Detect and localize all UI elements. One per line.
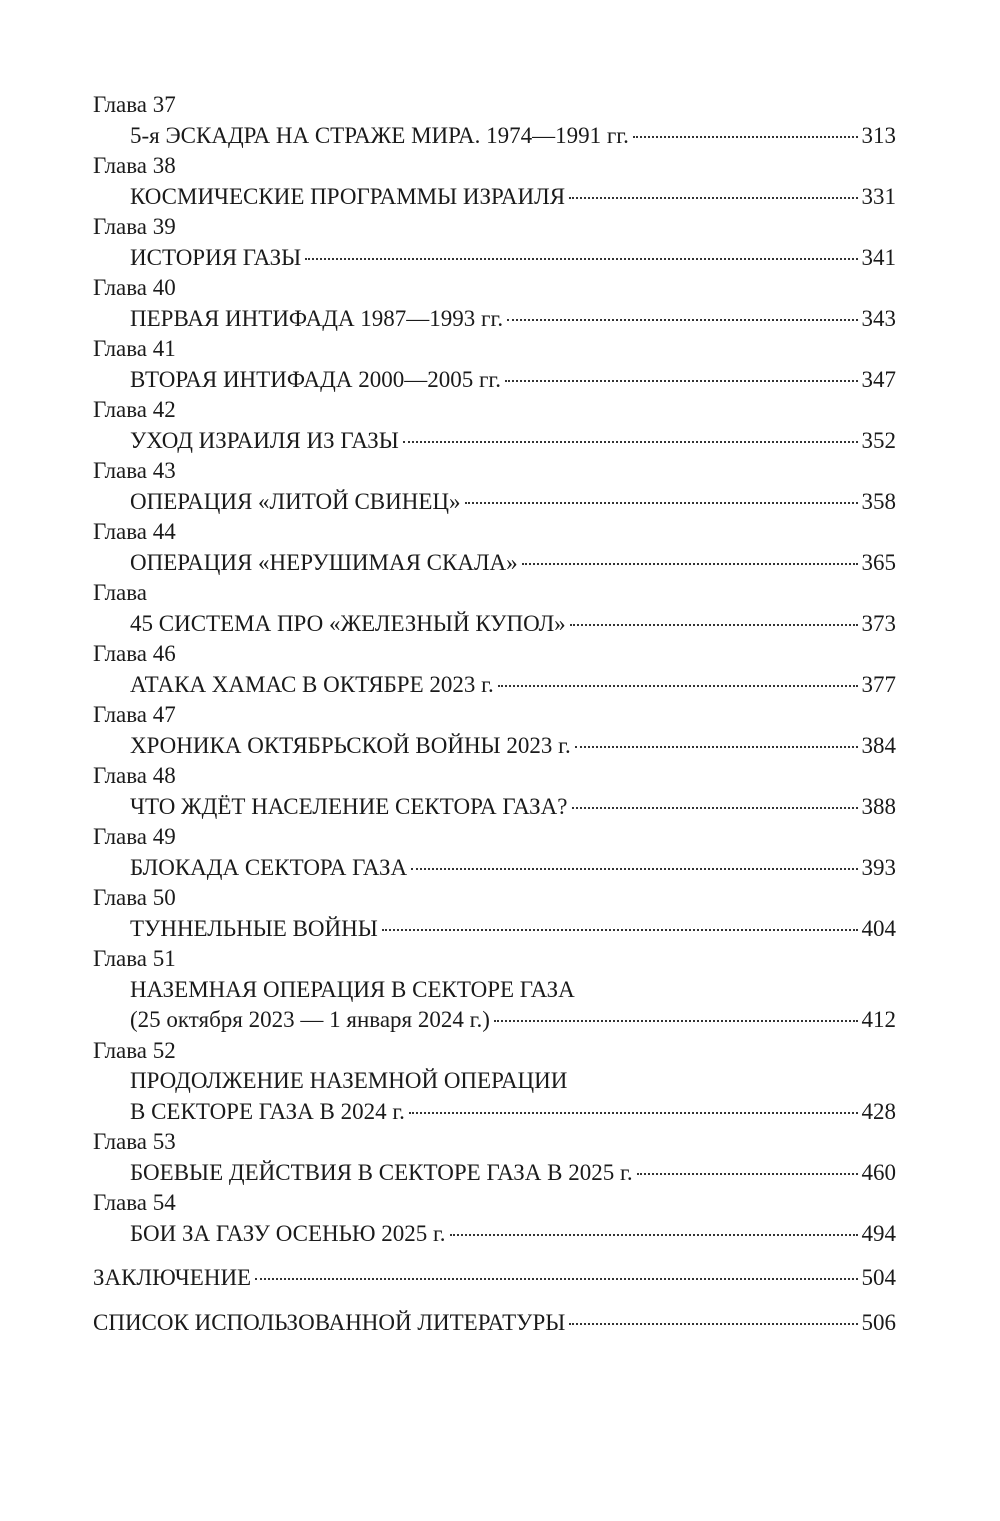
entry-title: ТУННЕЛЬНЫЕ ВОЙНЫ — [130, 915, 378, 941]
toc-entry-ch38 — [93, 151, 896, 212]
chapter-label: Глава 51 — [93, 946, 176, 971]
toc-entry-ch45 — [93, 578, 896, 639]
spacer — [93, 1294, 896, 1308]
chapter-label: Глава 49 — [93, 824, 176, 849]
dot-leader — [382, 929, 858, 931]
chapter-label: Глава 42 — [93, 397, 176, 422]
toc-entry — [93, 914, 896, 945]
chapter-label: Глава 37 — [93, 92, 176, 117]
toc-entry-ch39 — [93, 212, 896, 273]
page-number: 384 — [861, 732, 896, 758]
toc-entry-ch42 — [93, 395, 896, 456]
chapter-label: Глава 52 — [93, 1037, 176, 1063]
chapter-label: Глава — [93, 580, 148, 605]
page-number: 352 — [861, 427, 896, 453]
entry-title: ВТОРАЯ ИНТИФАДА 2000—2005 гг. — [130, 366, 501, 392]
entry-title: ИСТОРИЯ ГАЗЫ — [130, 244, 302, 270]
dot-leader — [572, 807, 858, 809]
toc-entry — [93, 853, 896, 884]
chapter-label: Глава 38 — [93, 153, 176, 178]
dot-leader — [569, 1323, 857, 1325]
toc-entry — [93, 1219, 896, 1250]
toc-entry-ch50 — [93, 883, 896, 944]
dot-leader — [450, 1234, 858, 1236]
toc-entry-ch47 — [93, 700, 896, 761]
page-number: 347 — [861, 366, 896, 392]
toc-entry — [93, 1158, 896, 1189]
page-number: 506 — [861, 1309, 896, 1335]
entry-title: В СЕКТОРЕ ГАЗА В 2024 г. — [130, 1098, 405, 1124]
entry-title: (25 октября 2023 — 1 января 2024 г.) — [130, 1007, 490, 1032]
toc-entry-ch46 — [93, 639, 896, 700]
table-of-contents — [93, 90, 896, 1338]
page-number: 341 — [861, 244, 896, 270]
toc-entry-ch41 — [93, 334, 896, 395]
dot-leader — [505, 380, 858, 382]
toc-entry-ch37 — [93, 90, 896, 151]
page-number: 343 — [861, 305, 896, 331]
entry-title: БОИ ЗА ГАЗУ ОСЕНЬЮ 2025 г. — [130, 1220, 446, 1246]
toc-entry — [93, 609, 896, 640]
entry-title: КОСМИЧЕСКИЕ ПРОГРАММЫ ИЗРАИЛЯ — [130, 183, 566, 209]
page-number: 388 — [861, 793, 896, 819]
page-number: 358 — [861, 488, 896, 514]
toc-entry — [93, 243, 896, 274]
page-number: 331 — [861, 183, 896, 209]
toc-entry-ch52 — [93, 1036, 896, 1128]
entry-title: 45 СИСТЕМА ПРО «ЖЕЛЕЗНЫЙ КУПОЛ» — [130, 610, 566, 636]
entry-title: ОПЕРАЦИЯ «НЕРУШИМАЯ СКАЛА» — [130, 549, 518, 575]
dot-leader — [305, 258, 857, 260]
dot-leader — [411, 868, 857, 870]
page-number: 494 — [861, 1220, 896, 1246]
dot-leader — [575, 746, 858, 748]
dot-leader — [403, 441, 858, 443]
toc-entry — [93, 182, 896, 213]
entry-title: БЛОКАДА СЕКТОРА ГАЗА — [130, 854, 408, 880]
chapter-label: Глава 43 — [93, 458, 176, 483]
entry-title: БОЕВЫЕ ДЕЙСТВИЯ В СЕКТОРЕ ГАЗА В 2025 г. — [130, 1159, 633, 1185]
toc-entry-ch43 — [93, 456, 896, 517]
spacer — [93, 1249, 896, 1263]
toc-entry — [93, 121, 896, 152]
toc-entry-ch40 — [93, 273, 896, 334]
dot-leader — [465, 502, 858, 504]
chapter-label: Глава 46 — [93, 641, 176, 666]
toc-entry-ch54 — [93, 1188, 896, 1249]
entry-title-line1: НАЗЕМНАЯ ОПЕРАЦИЯ В СЕКТОРЕ ГАЗА — [130, 976, 575, 1002]
chapter-label: Глава 41 — [93, 336, 176, 361]
chapter-label: Глава 39 — [93, 214, 176, 239]
toc-entry — [93, 487, 896, 518]
toc-entry-ch49 — [93, 822, 896, 883]
toc-entry — [93, 1005, 896, 1036]
toc-entry — [93, 304, 896, 335]
toc-entry-conclusion — [93, 1263, 896, 1294]
toc-entry-ch48 — [93, 761, 896, 822]
page-number: 365 — [861, 549, 896, 575]
page-number: 460 — [861, 1159, 896, 1185]
entry-title: УХОД ИЗРАИЛЯ ИЗ ГАЗЫ — [130, 427, 399, 453]
toc-entry-ch53 — [93, 1127, 896, 1188]
entry-title: СПИСОК ИСПОЛЬЗОВАННОЙ ЛИТЕРАТУРЫ — [93, 1309, 566, 1335]
dot-leader — [255, 1278, 857, 1280]
toc-entry — [93, 731, 896, 762]
page-number: 313 — [861, 122, 896, 148]
page-number: 373 — [861, 610, 896, 636]
chapter-label: Глава 54 — [93, 1190, 176, 1215]
toc-entry — [93, 365, 896, 396]
entry-title-line1: ПРОДОЛЖЕНИЕ НАЗЕМНОЙ ОПЕРАЦИИ — [130, 1068, 568, 1093]
page-number: 404 — [861, 915, 896, 941]
toc-entry-bibliography — [93, 1308, 896, 1339]
toc-entry — [93, 426, 896, 457]
chapter-label: Глава 44 — [93, 519, 176, 544]
entry-title: 5-я ЭСКАДРА НА СТРАЖЕ МИРА. 1974—1991 гг. — [130, 122, 629, 148]
entry-title: ЧТО ЖДЁТ НАСЕЛЕНИЕ СЕКТОРА ГАЗА? — [130, 793, 568, 819]
dot-leader — [507, 319, 857, 321]
page-number: 377 — [861, 671, 896, 697]
entry-title: ЗАКЛЮЧЕНИЕ — [93, 1265, 252, 1290]
chapter-label: Глава 53 — [93, 1129, 176, 1154]
toc-entry — [93, 548, 896, 579]
entry-title: ПЕРВАЯ ИНТИФАДА 1987—1993 гг. — [130, 305, 504, 331]
toc-entry — [93, 670, 896, 701]
chapter-label: Глава 40 — [93, 275, 176, 300]
toc-entry — [93, 1097, 896, 1128]
entry-title: ХРОНИКА ОКТЯБРЬСКОЙ ВОЙНЫ 2023 г. — [130, 732, 571, 758]
chapter-label: Глава 47 — [93, 702, 176, 727]
dot-leader — [498, 685, 858, 687]
dot-leader — [633, 136, 858, 138]
dot-leader — [570, 624, 858, 626]
dot-leader — [522, 563, 858, 565]
toc-entry-ch51 — [93, 944, 896, 1036]
dot-leader — [637, 1173, 858, 1175]
entry-title: АТАКА ХАМАС В ОКТЯБРЕ 2023 г. — [130, 671, 494, 697]
page-number: 428 — [861, 1098, 896, 1124]
dot-leader — [569, 197, 857, 199]
page-number: 393 — [861, 854, 896, 880]
entry-title: ОПЕРАЦИЯ «ЛИТОЙ СВИНЕЦ» — [130, 488, 461, 514]
chapter-label: Глава 50 — [93, 885, 176, 910]
dot-leader — [409, 1112, 858, 1114]
toc-entry-ch44 — [93, 517, 896, 578]
dot-leader — [494, 1020, 858, 1022]
toc-entry — [93, 792, 896, 823]
page-number: 412 — [861, 1007, 896, 1032]
chapter-label: Глава 48 — [93, 763, 176, 788]
page-number: 504 — [861, 1265, 896, 1290]
